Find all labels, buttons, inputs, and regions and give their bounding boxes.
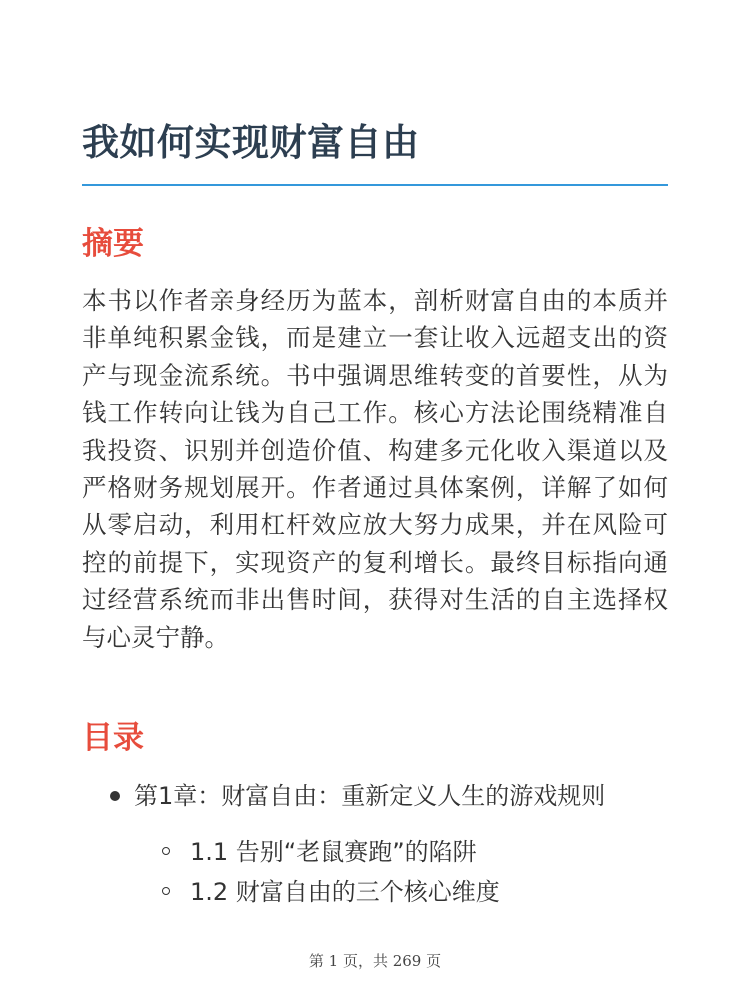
toc-heading: 目录 <box>82 720 144 756</box>
toc-list <box>110 776 690 912</box>
bullet-circle-icon <box>162 847 170 855</box>
page-footer: 第 1 页，共 269 页 <box>308 952 442 970</box>
toc-section-1-2[interactable] <box>162 872 690 912</box>
toc-section-label: 1.1 告别“老鼠赛跑”的陷阱 <box>190 838 477 866</box>
title-divider <box>82 184 668 186</box>
summary-text: 本书以作者亲身经历为蓝本，剖析财富自由的本质并非单纯积累金钱，而是建立一套让收入远超支出的资产与现金流系统。书中强调思维转变的首要性，从为钱工作转向让钱为自己工作。核心方法论围绕精准自我投资、识别并创造价值、构建多元化收入渠道以及严格财务规划展开。作者通过具体案例，详解了如何从零启动，利用杠杆效应放大努力成果，并在风险可控的前提下，实现资产的复利增长。最终目标指向通过经营系统而非出售时间，获得对生活的自主选择权与心灵宁静。 <box>82 286 668 652</box>
bullet-circle-icon <box>162 887 170 895</box>
toc-section-1-1[interactable] <box>162 832 690 872</box>
bullet-disc-icon <box>110 791 120 801</box>
toc-section-list <box>134 832 690 912</box>
toc-section-label: 1.2 财富自由的三个核心维度 <box>190 878 500 906</box>
toc-chapter-1[interactable] <box>110 776 690 912</box>
document-title: 我如何实现财富自由 <box>82 121 420 164</box>
toc-chapter-label: 第1章：财富自由：重新定义人生的游戏规则 <box>134 782 606 810</box>
summary-heading: 摘要 <box>82 226 144 262</box>
